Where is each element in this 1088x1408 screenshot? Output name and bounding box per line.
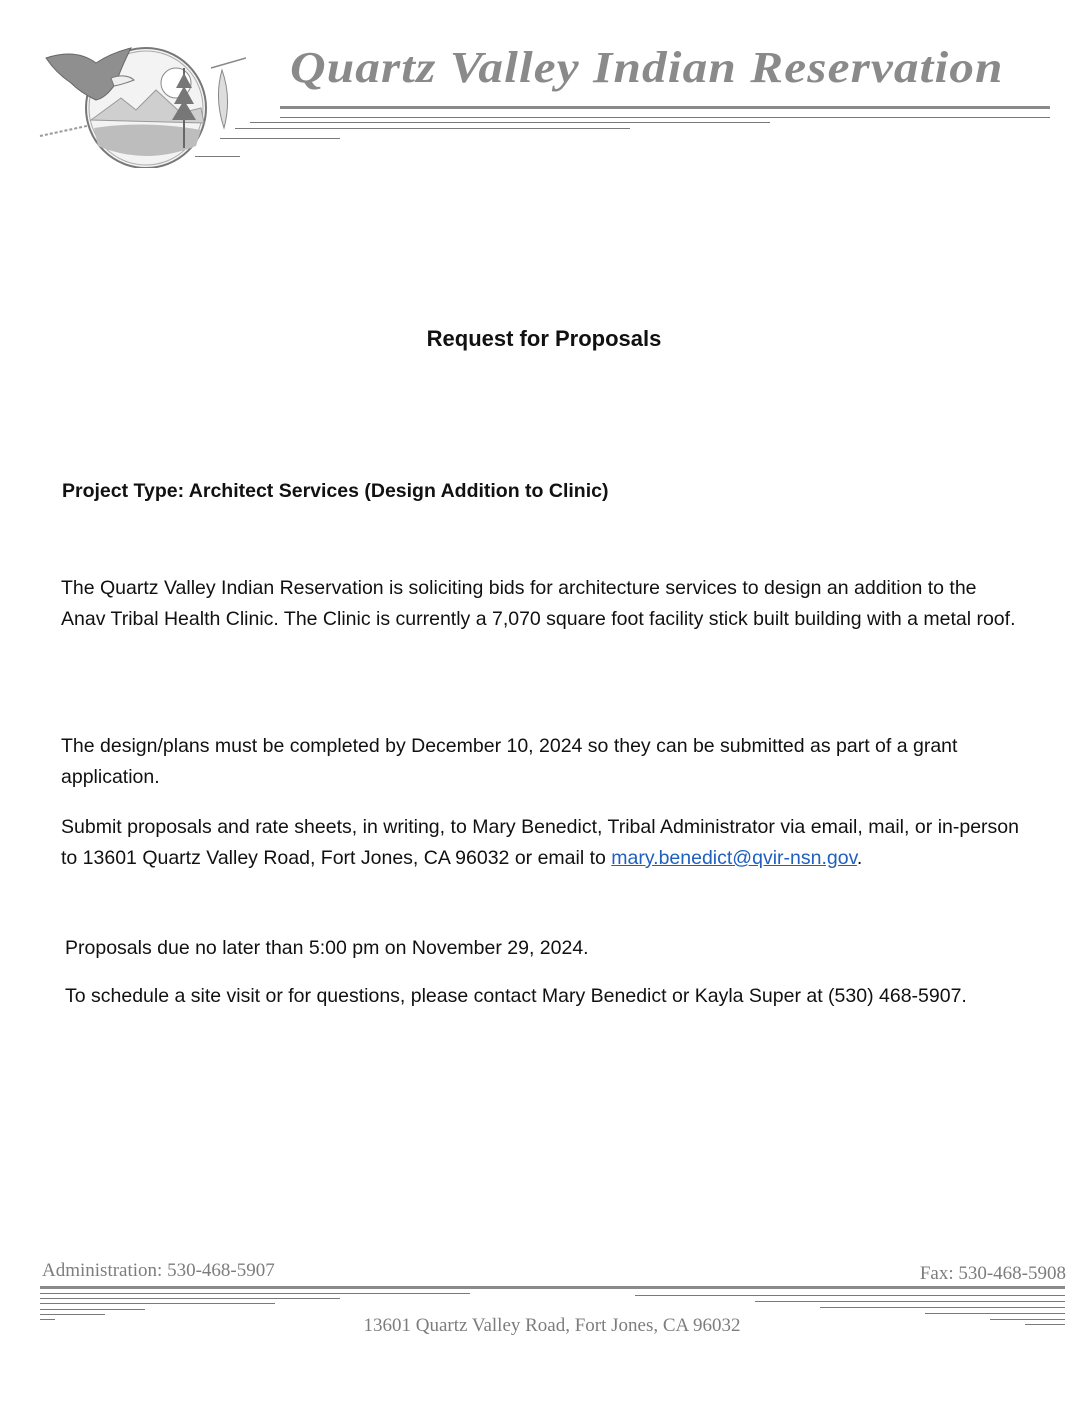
administration-phone: Administration: 530-468-5907: [42, 1260, 275, 1281]
footer-rule: [40, 1286, 1065, 1289]
letterhead-rule: [280, 106, 1050, 109]
reservation-logo: [36, 28, 246, 168]
footer-rule: [40, 1293, 470, 1294]
letterhead-rule: [280, 117, 1050, 118]
submission-paragraph: [61, 812, 1019, 874]
document-title: Request for Proposals: [426, 326, 662, 351]
footer-rule: [40, 1303, 275, 1304]
footer-address: 13601 Quartz Valley Road, Fort Jones, CA 96032: [363, 1315, 741, 1336]
footer-rule: [925, 1313, 1065, 1314]
letterhead-rule: [235, 128, 630, 129]
footer-rule: [40, 1298, 340, 1299]
deadline-paragraph: The design/plans must be completed by December 10, 2024 so they can be submitted as part of a grant application.: [61, 735, 958, 788]
submission-text: Submit proposals and rate sheets, in writing, to Mary Benedict, Tribal Administrator via email, mail, or in-person to 13601 Quartz Valley Road, Fort Jones, CA 96032 or email to: [61, 816, 1019, 869]
submission-period: .: [856, 847, 863, 869]
project-type: Project Type: Architect Services (Design Addition to Clinic): [62, 480, 609, 502]
footer-rule: [755, 1301, 1065, 1302]
due-date-paragraph: Proposals due no later than 5:00 pm on November 29, 2024.: [65, 937, 589, 959]
footer-rule: [635, 1295, 1065, 1296]
footer-rule: [40, 1309, 145, 1310]
intro-paragraph: The Quartz Valley Indian Reservation is soliciting bids for architecture services to design an addition to the Anav Tribal Health Clinic. The Clinic is currently a 7,070 square foot facility stick built building with a metal roof.: [61, 577, 1016, 630]
contact-paragraph: To schedule a site visit or for questions, please contact Mary Benedict or Kayla Super at (530) 468-5907.: [65, 985, 967, 1007]
email-link[interactable]: mary.benedict@qvir-nsn.gov: [611, 847, 857, 869]
fax-number: Fax: 530-468-5908: [919, 1263, 1066, 1284]
footer-rule: [820, 1307, 1065, 1308]
organization-name: Quartz Valley Indian Reservation: [290, 43, 1004, 92]
eagle-seal-icon: [36, 28, 246, 168]
letterhead-rule: [195, 156, 240, 157]
letterhead-rule: [250, 122, 770, 123]
letterhead-rule: [220, 138, 340, 139]
